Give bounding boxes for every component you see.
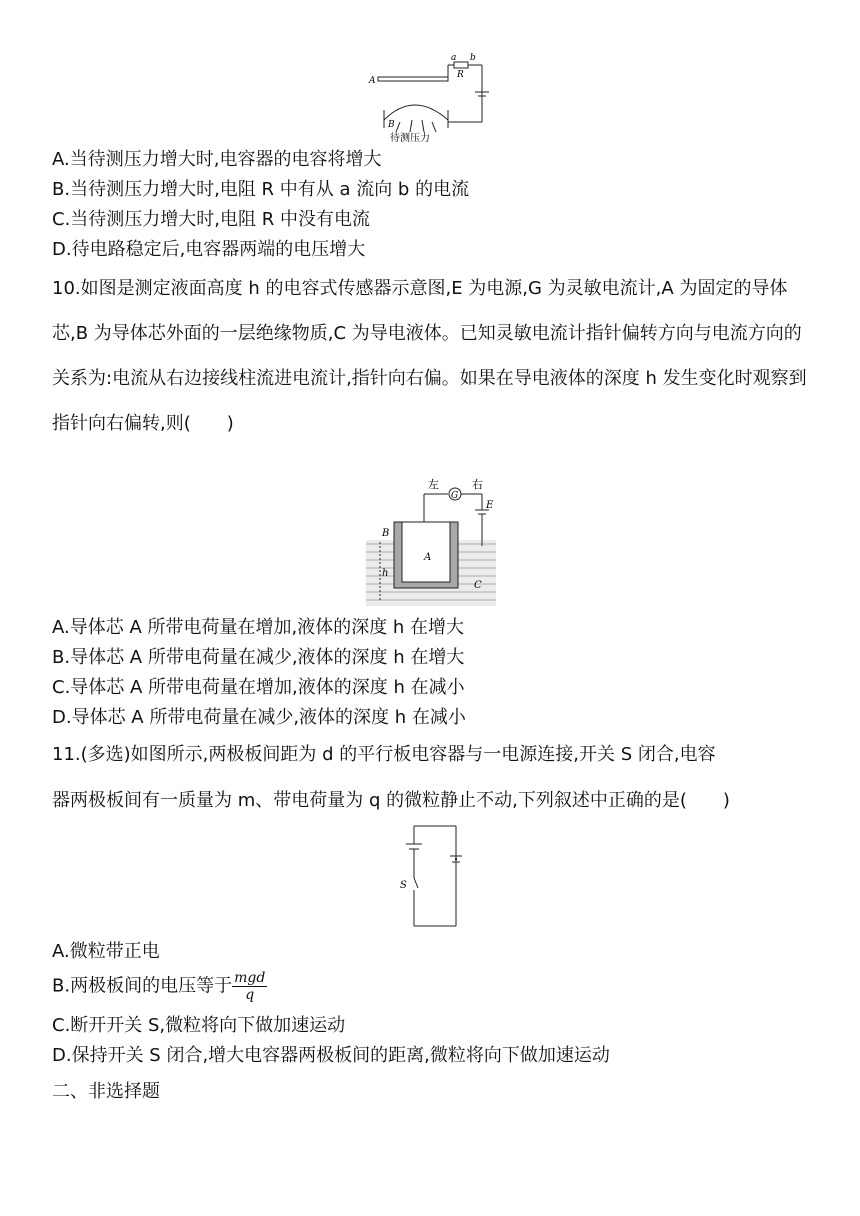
fraction-denominator: q: [245, 987, 255, 1003]
label-E: E: [486, 500, 494, 511]
label-R: R: [457, 70, 464, 80]
label-h: h: [382, 568, 389, 579]
q9-option-a: A.当待测压力增大时,电容器的电容将增大: [52, 149, 382, 170]
q10-option-a: A.导体芯 A 所带电荷量在增加,液体的深度 h 在增大: [52, 617, 465, 638]
label-G: G: [451, 491, 459, 501]
fraction-mgd-over-q: [232, 970, 267, 1003]
q11-stem-line-2: 器两极板间有一质量为 m、带电荷量为 q 的微粒静止不动,下列叙述中正确的是( ): [52, 790, 730, 811]
q10-stem: 10.如图是测定液面高度 h 的电容式传感器示意图,E 为电源,G 为灵敏电流计,A 为固定的导体芯,B 为导体芯外面的一层绝缘物质,C 为导电液体。已知灵敏电流计指针偏转方向与电流方向的关系为:电流从右边接线柱流进电流计,指针向右偏。如果在导电液体的深度 h 发生变化时观察到指针向右偏转,则( ): [52, 278, 807, 434]
q10-option-d: D.导体芯 A 所带电荷量在减少,液体的深度 h 在减小: [52, 707, 466, 728]
section-title: 二、非选择题: [52, 1081, 160, 1102]
q10-option-b: B.导体芯 A 所带电荷量在减少,液体的深度 h 在增大: [52, 647, 465, 668]
label-b: b: [470, 53, 476, 63]
label-B: B: [388, 120, 395, 130]
label-A: A: [424, 552, 432, 563]
pressure-sensor-figure: [366, 50, 496, 146]
label-B: B: [382, 528, 390, 539]
label-a: a: [451, 53, 457, 63]
q11-option-a: A.微粒带正电: [52, 941, 160, 962]
q11-stem-line-1: 11.(多选)如图所示,两极板间距为 d 的平行板电容器与一电源连接,开关 S 闭合,电容: [52, 744, 716, 765]
figure-caption: 待测压力: [390, 133, 430, 144]
capacitor-circuit-figure: [398, 822, 462, 930]
label-left: 左: [428, 478, 439, 491]
q10-option-c: C.导体芯 A 所带电荷量在增加,液体的深度 h 在减小: [52, 677, 465, 698]
label-A: A: [369, 76, 376, 86]
liquid-level-sensor-figure: [362, 472, 502, 608]
q9-option-c: C.当待测压力增大时,电阻 R 中没有电流: [52, 209, 370, 230]
label-right: 右: [472, 478, 483, 491]
q11-option-b: [52, 970, 267, 1003]
q11-option-d: D.保持开关 S 闭合,增大电容器两极板间的距离,微粒将向下做加速运动: [52, 1045, 610, 1066]
label-C: C: [474, 580, 482, 591]
q11-option-b-text: B.两极板间的电压等于: [52, 975, 233, 997]
fraction-numerator: mgd: [234, 970, 266, 986]
label-S: S: [400, 880, 407, 891]
q11-option-c: C.断开开关 S,微粒将向下做加速运动: [52, 1015, 346, 1036]
q9-option-b: B.当待测压力增大时,电阻 R 中有从 a 流向 b 的电流: [52, 179, 470, 200]
q9-option-d: D.待电路稳定后,电容器两端的电压增大: [52, 239, 366, 260]
